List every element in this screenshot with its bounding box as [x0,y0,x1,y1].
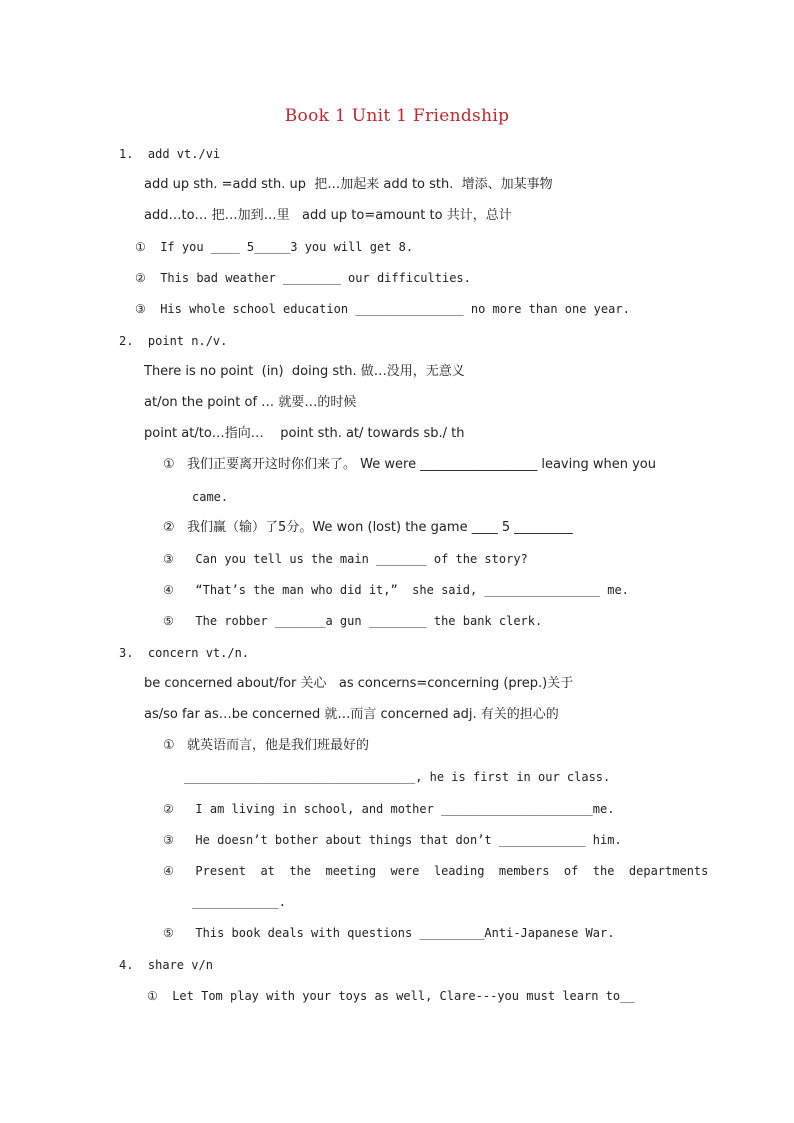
exercise-item: ② I am living in school, and mother _____________________me. [163,802,615,816]
section-heading-share: 4. share v/n [119,958,213,972]
exercise-item-continuation: ____________. [192,895,286,909]
note-line: as/so far as…be concerned 就…而言 concerned adj. 有关的担心的 [144,707,559,722]
exercise-item: ④ Present at the meeting were leading members of the departments [163,864,709,878]
exercise-item: ① Let Tom play with your toys as well, Clare---you must learn to__ [147,989,635,1003]
exercise-item: ⑤ This book deals with questions _________Anti-Japanese War. [163,926,615,940]
note-line: at/on the point of … 就要…的时候 [144,395,357,410]
note-line: be concerned about/for 关心 as concerns=concerning (prep.)关于 [144,676,574,691]
exercise-item-continuation: came. [192,490,229,504]
note-line: add up sth. =add sth. up 把…加起来 add to sth. 增添、加某事物 [144,177,553,192]
exercise-item: ② This bad weather ________ our difficulties. [135,271,471,285]
section-heading-concern: 3. concern vt./n. [119,646,250,660]
exercise-item: ② 我们赢（输）了5分。We won (lost) the game ____ 5 _________ [163,520,573,535]
note-line: point at/to…指向… point sth. at/ towards sb./ th [144,426,465,441]
exercise-item: ④ “That’s the man who did it,” she said, ________________ me. [163,583,629,597]
exercise-item: ① 我们正要离开这时你们来了。 We were __________________ leaving when you [163,457,656,472]
note-line: There is no point (in) doing sth. 做…没用，无意义 [144,364,465,379]
exercise-item: ③ Can you tell us the main _______ of the story? [163,552,528,566]
exercise-item: ① If you ____ 5_____3 you will get 8. [135,240,414,254]
exercise-item: ① 就英语而言，他是我们班最好的 [163,738,370,753]
exercise-item: ⑤ The robber _______a gun ________ the bank clerk. [163,614,543,628]
exercise-item: ③ He doesn’t bother about things that don’t ____________ him. [163,833,622,847]
section-heading-add: 1. add vt./vi [119,147,221,161]
exercise-item-continuation: ________________________________, he is first in our class. [184,770,611,784]
note-line: add…to… 把…加到…里 add up to=amount to 共计，总计 [144,208,512,223]
exercise-item: ③ His whole school education _______________ no more than one year. [135,302,630,316]
section-heading-point: 2. point n./v. [119,334,228,348]
document-title: Book 1 Unit 1 Friendship [284,106,510,126]
